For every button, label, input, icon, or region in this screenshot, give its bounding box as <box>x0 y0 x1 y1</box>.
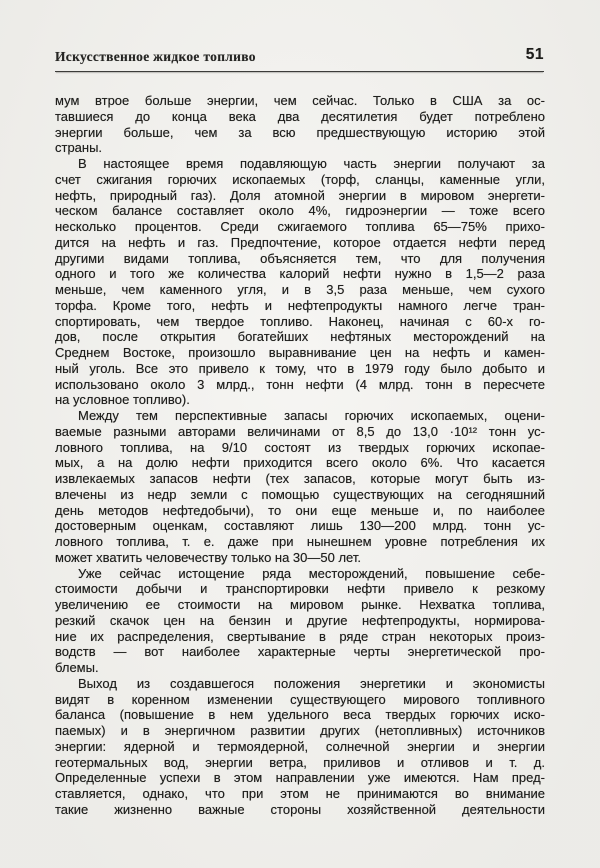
body-text <box>55 93 545 818</box>
text-line: несколько процентов. Среди сжигаемого топлива 65—75% прихо- <box>55 219 545 234</box>
page-header <box>55 46 544 72</box>
text-line: торфа. Кроме того, нефть и нефтепродукты намного легче тран- <box>55 297 545 313</box>
text-line: тавшиеся до конца века два десятилетия будет потреблено <box>55 108 545 124</box>
text-line: мум втрое больше энергии, чем сейчас. Только в США за ос- <box>55 93 545 108</box>
text-line: влечены из недр земли с помощью существующих на сегодняшний <box>55 486 545 502</box>
text-line: извлекаемых запасов нефти (тех запасов, которые могут быть из- <box>55 471 545 486</box>
page-number: 51 <box>525 46 544 63</box>
text-line: геотермальных вод, энергии ветра, приливов и отливов и т. д. <box>55 754 545 770</box>
text-line: Уже сейчас истощение ряда месторождений, повышение себе- <box>78 565 545 581</box>
text-line: энергии больше, чем за всю предшествующую историю этой <box>55 124 545 140</box>
text-line: счет сжигания горючих ископаемых (торф, сланцы, каменные угли, <box>55 171 545 187</box>
text-line: стоимости добычи и транспортировки нефти привело к резкому <box>55 581 545 597</box>
text-line: ваемые разными авторами величинами от 8,5 до 13,0 ·10¹² тонн ус- <box>55 423 545 439</box>
text-line: день методов нефтедобычи), то они еще меньше и, по наиболее <box>55 502 545 518</box>
text-line: Выход из создавшегося положения энергетики и экономисты <box>78 675 545 691</box>
text-line: мых, а на долю нефти приходится всего около 6%. Что касается <box>55 455 545 471</box>
text-line: водств — вот наиболее характерные черты энергетической про- <box>55 644 545 660</box>
text-line: дов, после открытия богатейших нефтяных месторождений на <box>55 329 545 345</box>
text-line: дится на нефть и газ. Предпочтение, которое отдается нефти перед <box>55 234 545 250</box>
text-line: Между тем перспективные запасы горючих ископаемых, оцени- <box>78 408 545 423</box>
text-line: ловного топлива, на 9/10 состоят из твердых горючих ископае- <box>55 439 545 455</box>
text-line: ние их распределения, свертывание в ряде стран некоторых произ- <box>55 628 545 644</box>
text-line: резкий скачок цен на бензин и другие нефтепродукты, нормирова- <box>55 612 545 628</box>
running-title: Искусственное жидкое топливо <box>55 49 256 64</box>
text-line: такие жизненно важные стороны хозяйственной деятельности <box>55 801 545 817</box>
text-line: ловного топлива, т. е. даже при нынешнем уровне потребления их <box>55 534 545 549</box>
text-line: ставляется, однако, что при этом не принимаются во внимание <box>55 786 545 801</box>
text-line: другими видами топлива, объясняется тем, что для получения <box>55 250 545 266</box>
text-line: может хватить человечеству только на 30—50 лет. <box>55 549 361 565</box>
text-line: ческом балансе составляет около 4%, гидроэнергии — тоже всего <box>55 203 545 219</box>
text-line: баланса (повышение в нем удельного веса твердых горючих иско- <box>55 707 545 723</box>
text-line: В настоящее время подавляющую часть энергии получают за <box>78 156 545 171</box>
text-line: одного и того же количества калорий нефти нужно в 1,5—2 раза <box>55 266 545 282</box>
text-line: Среднем Востоке, произошло выравнивание цен на нефть и камен- <box>55 345 545 360</box>
text-line: ный уголь. Все это привело к тому, что в 1979 году было добыто и <box>55 360 545 376</box>
text-line: нефть, природный газ). Доля атомной энергии в мировом энергети- <box>55 187 545 203</box>
text-line: страны. <box>55 140 103 156</box>
text-line: видят в коренном изменении существующего мирового топливного <box>55 691 545 707</box>
text-line: паемых) и в энергичном развитии других (нетопливных) источников <box>55 723 545 738</box>
text-line: достоверным оценкам, составляют лишь 130—200 млрд. тонн ус- <box>55 518 545 534</box>
text-line: на условное топливо). <box>55 392 190 408</box>
text-line: увеличению ее стоимости на мировом рынке. Нехватка топлива, <box>55 597 545 612</box>
text-line: меньше, чем каменного угля, и в 3,5 раза меньше, чем сухого <box>55 282 545 297</box>
text-line: использовано около 3 млрд., тонн нефти (4 млрд. тонн в пересчете <box>55 376 545 392</box>
text-line: Определенные успехи в этом направлении уже имеются. Нам пред- <box>55 770 545 786</box>
text-line: блемы. <box>55 660 99 675</box>
text-line: спортировать, чем твердое топливо. Наконец, начиная с 60-х го- <box>55 313 545 329</box>
text-line: энергии: ядерной и термоядерной, солнечной энергии и энергии <box>55 738 545 754</box>
